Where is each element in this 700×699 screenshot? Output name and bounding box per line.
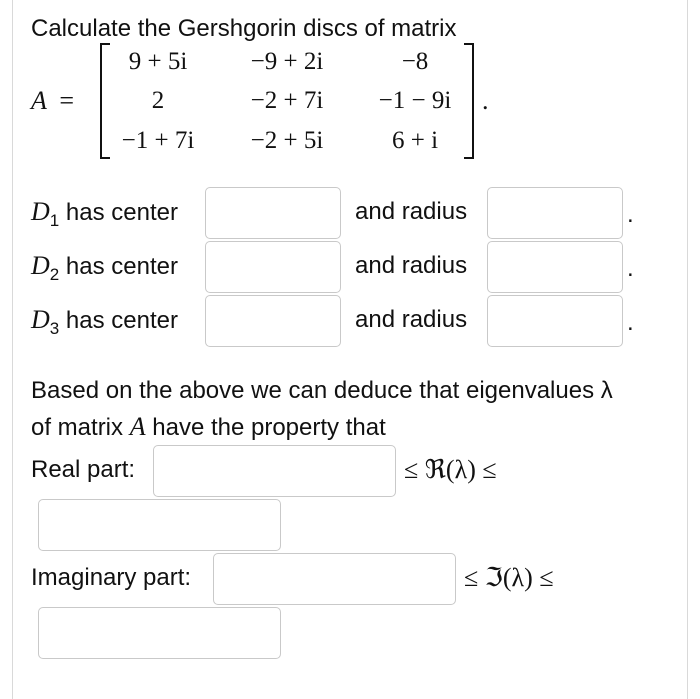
matrix-cell: 6 + i <box>391 127 439 154</box>
matrix-label <box>31 86 74 116</box>
disc-1-center-input[interactable] <box>205 187 341 239</box>
row-period: . <box>627 255 634 282</box>
disc-symbol: D <box>31 305 50 334</box>
real-part-label: Real part: <box>31 456 136 483</box>
disc-2-label <box>31 251 178 284</box>
matrix-cell: 2 <box>151 87 165 114</box>
disc-subscript: 2 <box>49 265 60 284</box>
imaginary-part-label: Imaginary part: <box>31 564 192 591</box>
disc-1-label <box>31 197 178 230</box>
matrix-variable: A <box>129 412 146 441</box>
has-center-text: has center <box>65 199 178 226</box>
row-period: . <box>627 309 634 336</box>
deduce-line-2-pre: of matrix <box>31 414 130 441</box>
real-part-lower-input[interactable] <box>153 445 396 497</box>
disc-1-radius-input[interactable] <box>487 187 623 239</box>
deduce-line-2-post: have the property that <box>145 414 386 441</box>
matrix-cell: −1 − 9i <box>378 87 452 114</box>
disc-symbol: D <box>31 251 50 280</box>
matrix-period: . <box>482 86 489 115</box>
has-center-text: has center <box>65 253 178 280</box>
disc-3-radius-input[interactable] <box>487 295 623 347</box>
disc-2-radius-input[interactable] <box>487 241 623 293</box>
matrix-name: A <box>31 86 47 115</box>
and-radius-text: and radius <box>355 252 468 279</box>
matrix-cell: 9 + 5i <box>128 48 188 75</box>
matrix-cell: −8 <box>401 48 429 75</box>
real-part-upper-input[interactable] <box>38 499 281 551</box>
matrix-cell: −1 + 7i <box>121 127 195 154</box>
and-radius-text: and radius <box>355 198 468 225</box>
disc-symbol: D <box>31 197 50 226</box>
and-radius-text: and radius <box>355 306 468 333</box>
imaginary-part-upper-input[interactable] <box>38 607 281 659</box>
row-period: . <box>627 201 634 228</box>
question-intro: Calculate the Gershgorin discs of matrix <box>31 15 457 42</box>
matrix-cell: −9 + 2i <box>250 48 324 75</box>
disc-3-label <box>31 305 178 338</box>
deduce-line-1: Based on the above we can deduce that eigenvalues λ <box>31 377 613 404</box>
disc-subscript: 1 <box>49 211 60 230</box>
matrix-cell: −2 + 5i <box>250 127 324 154</box>
real-part-relation: ≤ ℜ(λ) ≤ <box>404 455 497 484</box>
matrix-cell: −2 + 7i <box>250 87 324 114</box>
disc-3-center-input[interactable] <box>205 295 341 347</box>
imaginary-part-relation: ≤ ℑ(λ) ≤ <box>464 563 554 592</box>
has-center-text: has center <box>65 307 178 334</box>
disc-subscript: 3 <box>49 319 60 338</box>
disc-2-center-input[interactable] <box>205 241 341 293</box>
equals-sign: = <box>59 86 75 115</box>
imaginary-part-lower-input[interactable] <box>213 553 456 605</box>
deduce-line-2 <box>31 412 386 443</box>
